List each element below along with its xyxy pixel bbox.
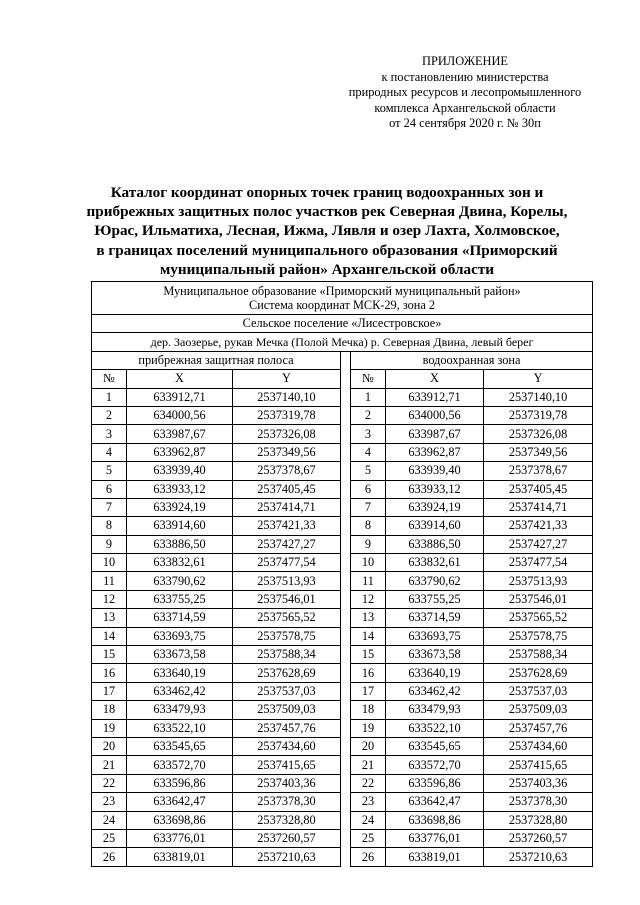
x-coordinate-cell: 633479,93 xyxy=(127,701,233,719)
x-coordinate-cell: 633933,12 xyxy=(127,480,233,498)
x-coordinate-cell: 633962,87 xyxy=(386,443,484,461)
x-coordinate-cell: 633776,01 xyxy=(127,829,233,847)
column-gap xyxy=(341,351,351,369)
x-coordinate-cell: 633522,10 xyxy=(386,719,484,737)
table-row xyxy=(92,590,593,608)
y-coordinate-cell: 2537378,67 xyxy=(484,462,593,480)
point-number-cell: 7 xyxy=(92,498,127,516)
y-coordinate-cell: 2537457,76 xyxy=(233,719,341,737)
y-coordinate-cell: 2537210,63 xyxy=(484,848,593,866)
column-gap xyxy=(341,756,351,774)
column-gap xyxy=(341,443,351,461)
point-number-cell: 13 xyxy=(351,609,386,627)
x-coordinate-cell: 633819,01 xyxy=(386,848,484,866)
y-coordinate-cell: 2537427,27 xyxy=(484,535,593,553)
point-number-cell: 17 xyxy=(92,682,127,700)
table-row xyxy=(92,443,593,461)
x-coordinate-cell: 633640,19 xyxy=(386,664,484,682)
y-coordinate-cell: 2537319,78 xyxy=(484,406,593,424)
y-coordinate-cell: 2537434,60 xyxy=(233,737,341,755)
x-coordinate-cell: 633714,59 xyxy=(386,609,484,627)
point-number-cell: 20 xyxy=(92,737,127,755)
x-coordinate-cell: 633962,87 xyxy=(127,443,233,461)
y-coordinate-cell: 2537260,57 xyxy=(233,829,341,847)
point-number-cell: 6 xyxy=(92,480,127,498)
point-number-cell: 17 xyxy=(351,682,386,700)
y-coordinate-cell: 2537513,93 xyxy=(484,572,593,590)
column-header-y: Y xyxy=(233,370,341,388)
y-coordinate-cell: 2537414,71 xyxy=(484,498,593,516)
column-gap xyxy=(341,590,351,608)
point-number-cell: 24 xyxy=(351,811,386,829)
x-coordinate-cell: 633912,71 xyxy=(386,388,484,406)
x-coordinate-cell: 633698,86 xyxy=(386,811,484,829)
point-number-cell: 7 xyxy=(351,498,386,516)
table-row xyxy=(92,554,593,572)
appendix-date: от 24 сентября 2020 г. № 30п xyxy=(389,116,541,131)
column-gap xyxy=(341,829,351,847)
point-number-cell: 11 xyxy=(351,572,386,590)
column-gap xyxy=(341,646,351,664)
table-row xyxy=(92,701,593,719)
table-row xyxy=(92,774,593,792)
x-coordinate-cell: 633790,62 xyxy=(127,572,233,590)
y-coordinate-cell: 2537403,36 xyxy=(233,774,341,792)
x-coordinate-cell: 633545,65 xyxy=(386,737,484,755)
locality-cell: дер. Заозерье, рукав Мечка (Полой Мечка) р. Северная Двина, левый берег xyxy=(92,333,593,351)
y-coordinate-cell: 2537405,45 xyxy=(484,480,593,498)
y-coordinate-cell: 2537509,03 xyxy=(233,701,341,719)
x-coordinate-cell: 633886,50 xyxy=(386,535,484,553)
y-coordinate-cell: 2537378,30 xyxy=(484,793,593,811)
x-coordinate-cell: 633596,86 xyxy=(386,774,484,792)
table-row xyxy=(92,572,593,590)
table-row xyxy=(92,737,593,755)
x-coordinate-cell: 633832,61 xyxy=(386,554,484,572)
point-number-cell: 22 xyxy=(351,774,386,792)
y-coordinate-cell: 2537546,01 xyxy=(484,590,593,608)
municipality-cell xyxy=(92,282,593,315)
x-coordinate-cell: 633673,58 xyxy=(127,646,233,664)
y-coordinate-cell: 2537457,76 xyxy=(484,719,593,737)
x-coordinate-cell: 633642,47 xyxy=(127,793,233,811)
column-header-x: X xyxy=(386,370,484,388)
document-title xyxy=(60,183,594,279)
x-coordinate-cell: 633479,93 xyxy=(386,701,484,719)
table-row xyxy=(92,811,593,829)
column-gap xyxy=(341,701,351,719)
table-row xyxy=(92,535,593,553)
x-coordinate-cell: 633714,59 xyxy=(127,609,233,627)
x-coordinate-cell: 633693,75 xyxy=(127,627,233,645)
column-gap xyxy=(341,737,351,755)
x-coordinate-cell: 633939,40 xyxy=(127,462,233,480)
table-row xyxy=(92,829,593,847)
x-coordinate-cell: 633698,86 xyxy=(127,811,233,829)
y-coordinate-cell: 2537328,80 xyxy=(233,811,341,829)
point-number-cell: 23 xyxy=(351,793,386,811)
table-row xyxy=(92,719,593,737)
point-number-cell: 12 xyxy=(92,590,127,608)
table-row xyxy=(92,646,593,664)
point-number-cell: 5 xyxy=(351,462,386,480)
point-number-cell: 19 xyxy=(92,719,127,737)
title-line: прибрежных защитных полос участков рек Северная Двина, Корелы, xyxy=(86,203,568,221)
point-number-cell: 10 xyxy=(351,554,386,572)
coordinates-table xyxy=(91,281,593,867)
table-header-row xyxy=(92,282,593,315)
y-coordinate-cell: 2537477,54 xyxy=(233,554,341,572)
x-coordinate-cell: 633755,25 xyxy=(386,590,484,608)
table-row xyxy=(92,609,593,627)
point-number-cell: 3 xyxy=(92,425,127,443)
x-coordinate-cell: 633924,19 xyxy=(127,498,233,516)
y-coordinate-cell: 2537477,54 xyxy=(484,554,593,572)
column-gap xyxy=(341,462,351,480)
point-number-cell: 8 xyxy=(351,517,386,535)
column-gap xyxy=(341,811,351,829)
column-header-y: Y xyxy=(484,370,593,388)
point-number-cell: 23 xyxy=(92,793,127,811)
appendix-line: комплекса Архангельской области xyxy=(374,100,556,115)
municipality-name: Муниципальное образование «Приморский муниципальный район» xyxy=(163,283,521,298)
column-gap xyxy=(341,719,351,737)
appendix-line: к постановлению министерства xyxy=(381,69,549,84)
y-coordinate-cell: 2537565,52 xyxy=(233,609,341,627)
x-coordinate-cell: 633462,42 xyxy=(386,682,484,700)
y-coordinate-cell: 2537537,03 xyxy=(484,682,593,700)
y-coordinate-cell: 2537588,34 xyxy=(233,646,341,664)
point-number-cell: 4 xyxy=(351,443,386,461)
x-coordinate-cell: 633914,60 xyxy=(127,517,233,535)
x-coordinate-cell: 633673,58 xyxy=(386,646,484,664)
settlement-cell: Сельское поселение «Лисестровское» xyxy=(92,315,593,333)
y-coordinate-cell: 2537509,03 xyxy=(484,701,593,719)
table-header-row xyxy=(92,315,593,333)
table-row xyxy=(92,664,593,682)
table-row xyxy=(92,388,593,406)
point-number-cell: 2 xyxy=(351,406,386,424)
point-number-cell: 10 xyxy=(92,554,127,572)
column-gap xyxy=(341,572,351,590)
table-row xyxy=(92,462,593,480)
point-number-cell: 19 xyxy=(351,719,386,737)
y-coordinate-cell: 2537628,69 xyxy=(484,664,593,682)
x-coordinate-cell: 633987,67 xyxy=(127,425,233,443)
x-coordinate-cell: 633596,86 xyxy=(127,774,233,792)
table-row xyxy=(92,498,593,516)
y-coordinate-cell: 2537628,69 xyxy=(233,664,341,682)
point-number-cell: 16 xyxy=(351,664,386,682)
table-header-row xyxy=(92,333,593,351)
y-coordinate-cell: 2537326,08 xyxy=(484,425,593,443)
point-number-cell: 1 xyxy=(92,388,127,406)
point-number-cell: 9 xyxy=(351,535,386,553)
section-protective-strip: прибрежная защитная полоса xyxy=(92,351,341,369)
point-number-cell: 3 xyxy=(351,425,386,443)
x-coordinate-cell: 633912,71 xyxy=(127,388,233,406)
y-coordinate-cell: 2537210,63 xyxy=(233,848,341,866)
coordinate-system: Система координат МСК-29, зона 2 xyxy=(249,298,436,312)
y-coordinate-cell: 2537414,71 xyxy=(233,498,341,516)
column-header-number: № xyxy=(351,370,386,388)
x-coordinate-cell: 633914,60 xyxy=(386,517,484,535)
x-coordinate-cell: 634000,56 xyxy=(386,406,484,424)
column-gap xyxy=(341,554,351,572)
column-gap xyxy=(341,498,351,516)
x-coordinate-cell: 633642,47 xyxy=(386,793,484,811)
x-coordinate-cell: 633933,12 xyxy=(386,480,484,498)
appendix-line: природных ресурсов и лесопромышленного xyxy=(348,85,582,100)
point-number-cell: 15 xyxy=(92,646,127,664)
point-number-cell: 26 xyxy=(92,848,127,866)
column-gap xyxy=(341,848,351,866)
x-coordinate-cell: 634000,56 xyxy=(127,406,233,424)
table-row xyxy=(92,406,593,424)
point-number-cell: 1 xyxy=(351,388,386,406)
point-number-cell: 21 xyxy=(351,756,386,774)
column-gap xyxy=(341,793,351,811)
table-row xyxy=(92,480,593,498)
point-number-cell: 2 xyxy=(92,406,127,424)
title-line: Каталог координат опорных точек границ водоохранных зон и xyxy=(110,184,544,201)
y-coordinate-cell: 2537260,57 xyxy=(484,829,593,847)
point-number-cell: 22 xyxy=(92,774,127,792)
point-number-cell: 16 xyxy=(92,664,127,682)
table-row xyxy=(92,793,593,811)
y-coordinate-cell: 2537421,33 xyxy=(484,517,593,535)
column-gap xyxy=(341,517,351,535)
table-row xyxy=(92,848,593,866)
table-row xyxy=(92,517,593,535)
x-coordinate-cell: 633939,40 xyxy=(386,462,484,480)
y-coordinate-cell: 2537588,34 xyxy=(484,646,593,664)
point-number-cell: 18 xyxy=(92,701,127,719)
y-coordinate-cell: 2537537,03 xyxy=(233,682,341,700)
column-header-x: X xyxy=(127,370,233,388)
table-header-row xyxy=(92,351,593,369)
y-coordinate-cell: 2537565,52 xyxy=(484,609,593,627)
column-gap xyxy=(341,682,351,700)
title-line: Юрас, Ильматиха, Лесная, Ижма, Лявля и озер Лахта, Холмовское, xyxy=(94,222,560,240)
y-coordinate-cell: 2537578,75 xyxy=(484,627,593,645)
column-header-number: № xyxy=(92,370,127,388)
y-coordinate-cell: 2537378,67 xyxy=(233,462,341,480)
y-coordinate-cell: 2537405,45 xyxy=(233,480,341,498)
section-water-protection-zone: водоохранная зона xyxy=(351,351,593,369)
column-gap xyxy=(341,535,351,553)
column-gap xyxy=(341,370,351,388)
table-row xyxy=(92,627,593,645)
point-number-cell: 9 xyxy=(92,535,127,553)
x-coordinate-cell: 633776,01 xyxy=(386,829,484,847)
x-coordinate-cell: 633832,61 xyxy=(127,554,233,572)
table-row xyxy=(92,425,593,443)
column-gap xyxy=(341,774,351,792)
y-coordinate-cell: 2537415,65 xyxy=(233,756,341,774)
x-coordinate-cell: 633572,70 xyxy=(386,756,484,774)
x-coordinate-cell: 633819,01 xyxy=(127,848,233,866)
point-number-cell: 20 xyxy=(351,737,386,755)
x-coordinate-cell: 633522,10 xyxy=(127,719,233,737)
point-number-cell: 4 xyxy=(92,443,127,461)
y-coordinate-cell: 2537140,10 xyxy=(484,388,593,406)
y-coordinate-cell: 2537319,78 xyxy=(233,406,341,424)
x-coordinate-cell: 633572,70 xyxy=(127,756,233,774)
y-coordinate-cell: 2537140,10 xyxy=(233,388,341,406)
appendix-header xyxy=(310,54,620,132)
point-number-cell: 11 xyxy=(92,572,127,590)
point-number-cell: 13 xyxy=(92,609,127,627)
table-header-row xyxy=(92,370,593,388)
y-coordinate-cell: 2537578,75 xyxy=(233,627,341,645)
y-coordinate-cell: 2537546,01 xyxy=(233,590,341,608)
y-coordinate-cell: 2537349,56 xyxy=(484,443,593,461)
title-line: муниципальный район» Архангельской области xyxy=(159,260,495,278)
y-coordinate-cell: 2537328,80 xyxy=(484,811,593,829)
y-coordinate-cell: 2537349,56 xyxy=(233,443,341,461)
column-gap xyxy=(341,388,351,406)
y-coordinate-cell: 2537403,36 xyxy=(484,774,593,792)
y-coordinate-cell: 2537326,08 xyxy=(233,425,341,443)
x-coordinate-cell: 633545,65 xyxy=(127,737,233,755)
x-coordinate-cell: 633755,25 xyxy=(127,590,233,608)
x-coordinate-cell: 633462,42 xyxy=(127,682,233,700)
column-gap xyxy=(341,609,351,627)
point-number-cell: 14 xyxy=(351,627,386,645)
point-number-cell: 18 xyxy=(351,701,386,719)
column-gap xyxy=(341,480,351,498)
x-coordinate-cell: 633987,67 xyxy=(386,425,484,443)
x-coordinate-cell: 633924,19 xyxy=(386,498,484,516)
point-number-cell: 5 xyxy=(92,462,127,480)
appendix-label: ПРИЛОЖЕНИЕ xyxy=(422,54,508,68)
x-coordinate-cell: 633693,75 xyxy=(386,627,484,645)
x-coordinate-cell: 633790,62 xyxy=(386,572,484,590)
point-number-cell: 21 xyxy=(92,756,127,774)
title-line: в границах поселений муниципального образования «Приморский xyxy=(96,241,558,259)
column-gap xyxy=(341,425,351,443)
y-coordinate-cell: 2537434,60 xyxy=(484,737,593,755)
column-gap xyxy=(341,406,351,424)
point-number-cell: 26 xyxy=(351,848,386,866)
y-coordinate-cell: 2537421,33 xyxy=(233,517,341,535)
y-coordinate-cell: 2537378,30 xyxy=(233,793,341,811)
column-gap xyxy=(341,627,351,645)
point-number-cell: 25 xyxy=(351,829,386,847)
point-number-cell: 12 xyxy=(351,590,386,608)
x-coordinate-cell: 633640,19 xyxy=(127,664,233,682)
point-number-cell: 14 xyxy=(92,627,127,645)
column-gap xyxy=(341,664,351,682)
point-number-cell: 8 xyxy=(92,517,127,535)
table-row xyxy=(92,682,593,700)
point-number-cell: 25 xyxy=(92,829,127,847)
y-coordinate-cell: 2537513,93 xyxy=(233,572,341,590)
point-number-cell: 6 xyxy=(351,480,386,498)
y-coordinate-cell: 2537415,65 xyxy=(484,756,593,774)
point-number-cell: 24 xyxy=(92,811,127,829)
x-coordinate-cell: 633886,50 xyxy=(127,535,233,553)
table-row xyxy=(92,756,593,774)
y-coordinate-cell: 2537427,27 xyxy=(233,535,341,553)
point-number-cell: 15 xyxy=(351,646,386,664)
